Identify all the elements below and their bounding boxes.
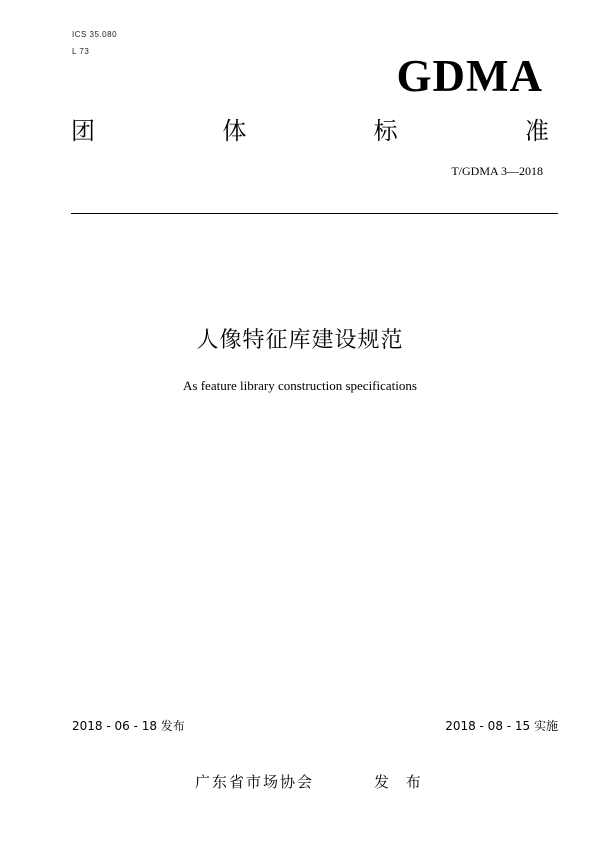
ics-code: ICS 35.080	[72, 30, 118, 39]
ccs-code: L 73	[72, 47, 90, 56]
standard-type-char: 标	[373, 117, 398, 145]
header-divider	[71, 213, 558, 214]
standard-type-char: 体	[222, 117, 247, 145]
issue-date: 2018 - 06 - 18 发布	[72, 719, 185, 733]
implementation-date: 2018 - 08 - 15 实施	[445, 719, 558, 733]
standard-number: T/GDMA 3—2018	[451, 164, 543, 178]
standard-type-heading	[71, 116, 549, 146]
document-title-chinese: 人像特征库建设规范	[196, 328, 404, 353]
standard-type-char: 准	[524, 117, 549, 145]
brand-logo-text: GDMA	[396, 51, 543, 101]
document-title-english: As feature library construction specifications	[183, 378, 417, 393]
publish-label: 发 布	[374, 773, 427, 791]
publisher-name: 广东省市场协会	[195, 773, 315, 791]
standard-type-char: 团	[71, 117, 95, 145]
